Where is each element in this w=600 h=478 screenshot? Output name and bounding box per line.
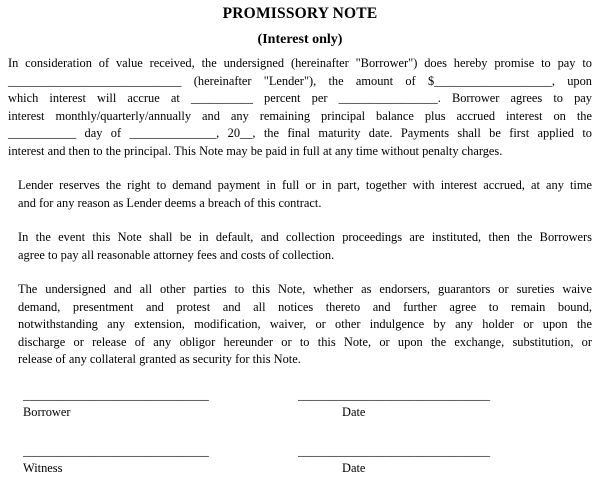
text-line: Lender reserves the right to demand payment in full or in part, together with interest accrued, at any time [18, 178, 592, 192]
text-line: The undersigned and all other parties to this Note, whether as endorsers, guarantors or sureties waive [18, 282, 592, 296]
paragraph-consideration [8, 55, 592, 160]
witness-date-label: Date [342, 461, 366, 475]
text-line: In consideration of value received, the undersigned (hereinafter "Borrower") does hereby promise to pay to [8, 56, 592, 70]
paragraph-default-collection [18, 229, 592, 264]
text-line: agree to pay all reasonable attorney fees and costs of collection. [18, 247, 335, 262]
text-line: interest and then to the principal. This Note may be paid in full at any time without penalty charges. [8, 143, 503, 158]
document-subtitle: (Interest only) [257, 32, 343, 47]
text-line: and for any reason as Lender deems a breach of this contract. [18, 195, 322, 210]
borrower-date-line: _______________________________ [298, 387, 491, 402]
signature-row-borrower [23, 387, 592, 422]
borrower-signature-line: ______________________________ [23, 387, 209, 402]
paragraph-waiver [18, 281, 592, 369]
signature-row-witness [23, 443, 592, 478]
borrower-date-block [298, 387, 496, 422]
text-line: In the event this Note shall be in default, and collection proceedings are instituted, then the Borrowers [18, 230, 592, 244]
text-line: discharge or release of any obligor hereunder or to this Note, or upon the exchange, substitution, or [18, 334, 592, 349]
text-line: release of any collateral granted as security for this Note. [18, 352, 301, 366]
text-line: which interest will accrue at __________ percent per ________________. Borrower agrees to pay [8, 91, 592, 105]
witness-date-block [298, 443, 496, 478]
text-line: demand, presentment and protest and all notices thereto and further agree to remain bound, [18, 299, 592, 314]
witness-date-line: _______________________________ [298, 443, 491, 458]
document-title: PROMISSORY NOTE [222, 5, 378, 22]
borrower-label: Borrower [23, 405, 71, 419]
witness-signature-line: ______________________________ [23, 443, 209, 458]
text-line: ___________ day of ______________, 20__, the final maturity date. Payments shall be first applied to [8, 126, 592, 140]
borrower-date-label: Date [342, 405, 366, 419]
borrower-signature-block [23, 387, 213, 422]
witness-signature-block [23, 443, 213, 478]
witness-label: Witness [23, 461, 63, 475]
text-line: ____________________________ (hereinafter "Lender"), the amount of $___________________, upon [8, 73, 592, 88]
text-line: interest monthly/quarterly/annually and any remaining principal balance plus accrued interest on the [8, 108, 592, 123]
text-line: notwithstanding any extension, modification, waiver, or other indulgence by any holder or upon the [18, 317, 592, 331]
paragraph-demand-rights [18, 177, 592, 212]
